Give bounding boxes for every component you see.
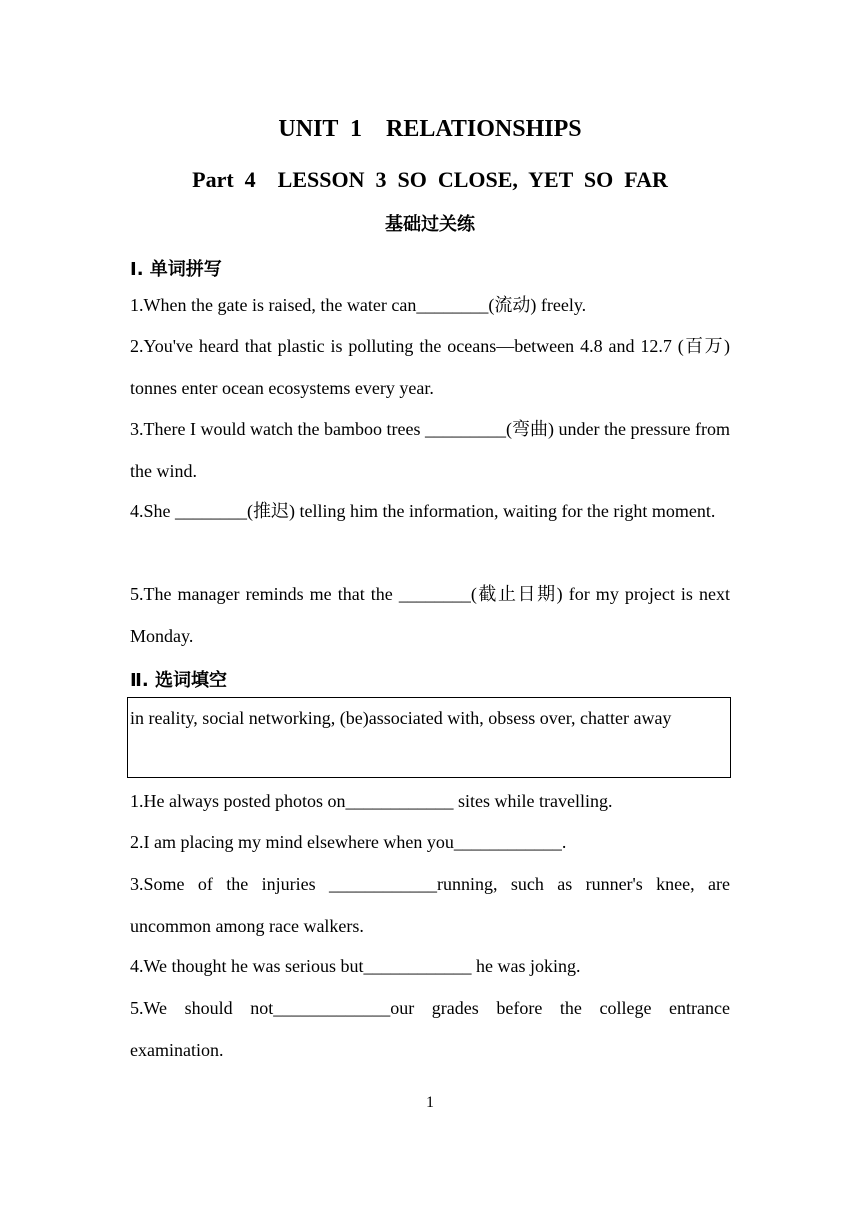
spelling-question-5: 5.The manager reminds me that the ________(截止日期) for my project is next Monday. xyxy=(130,584,735,646)
spelling-question-1: 1.When the gate is raised, the water can________(流动) freely. xyxy=(130,295,587,315)
page-number: 1 xyxy=(426,1094,434,1111)
spelling-question-2: 2.You've heard that plastic is polluting the oceans—between 4.8 and 12.7 (百万) tonnes enter ocean ecosystems every year. xyxy=(130,336,735,398)
unit-title: UNIT 1 RELATIONSHIPS xyxy=(278,116,582,142)
fill-question-5: 5.We should not_____________our grades before the college entrance examination. xyxy=(130,998,735,1060)
lesson-title: Part 4 LESSON 3 SO CLOSE, YET SO FAR xyxy=(192,167,668,192)
spelling-question-3: 3.There I would watch the bamboo trees _________(弯曲) under the pressure from the wind. xyxy=(130,419,735,481)
fill-question-4: 4.We thought he was serious but____________ he was joking. xyxy=(130,956,581,976)
section-heading-spelling: Ⅰ. 单词拼写 xyxy=(130,259,222,280)
word-bank-text: in reality, social networking, (be)associated with, obsess over, chatter away xyxy=(130,708,672,728)
word-bank-box xyxy=(127,697,731,778)
exercise-subtitle: 基础过关练 xyxy=(385,214,475,235)
fill-question-3: 3.Some of the injuries ____________running, such as runner's knee, are uncommon among race walkers. xyxy=(130,874,735,936)
section-heading-word-choice: Ⅱ. 选词填空 xyxy=(130,670,227,691)
fill-question-2: 2.I am placing my mind elsewhere when you____________. xyxy=(130,832,567,852)
fill-question-1: 1.He always posted photos on____________ sites while travelling. xyxy=(130,791,613,811)
spelling-question-4: 4.She ________(推迟) telling him the information, waiting for the right moment. xyxy=(130,501,716,521)
